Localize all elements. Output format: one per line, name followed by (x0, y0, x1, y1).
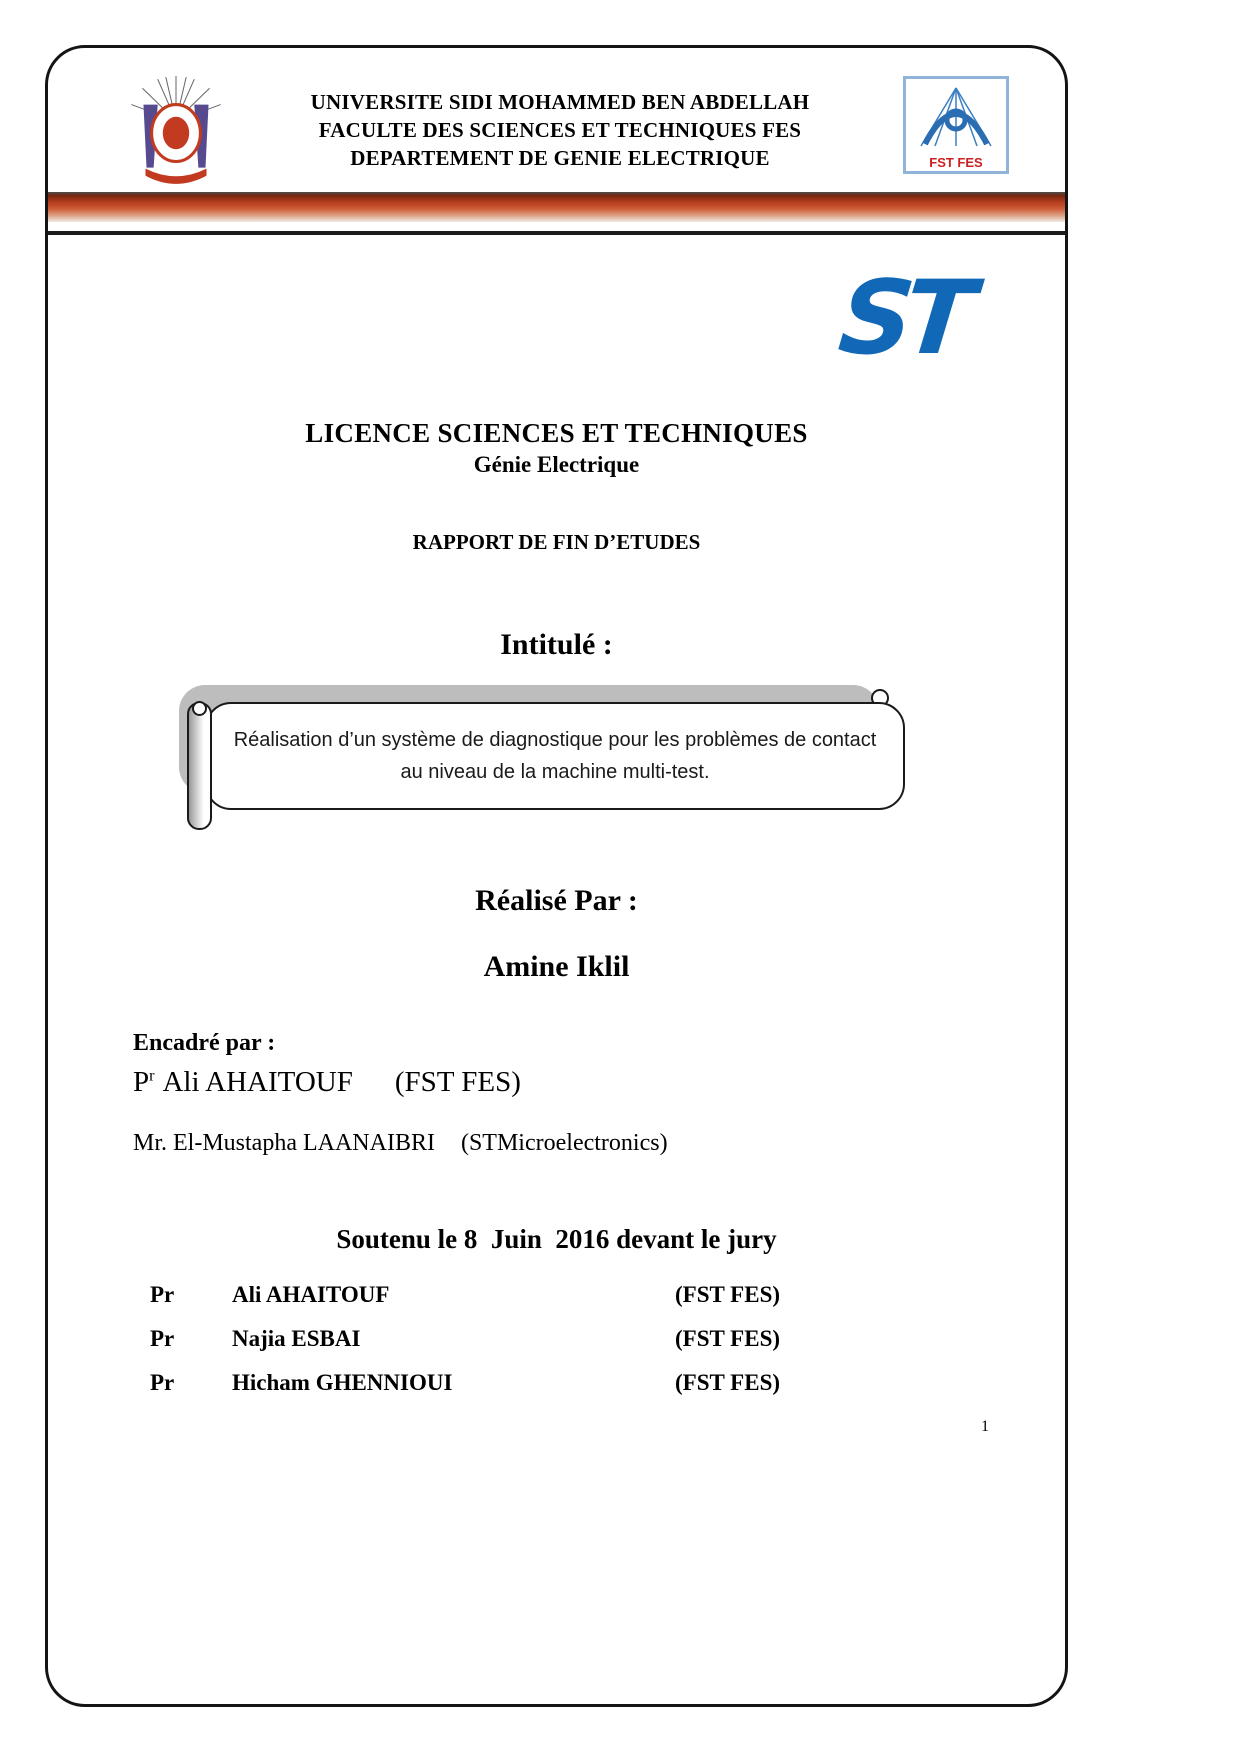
page-number: 1 (981, 1418, 989, 1435)
fst-logo-label: FST FES (929, 155, 983, 170)
jury-name: Najia ESBAI (232, 1326, 361, 1351)
fst-fes-logo-graphic (903, 76, 1009, 174)
intitule-label: Intitulé : (500, 628, 613, 661)
banner-title-line2: au niveau de la machine multi-test. (400, 760, 710, 783)
jury-row (150, 1370, 930, 1402)
supervisor1-affiliation: (FST FES) (394, 1066, 521, 1098)
program-title: LICENCE SCIENCES ET TECHNIQUES (305, 418, 808, 448)
accent-bar-underline (48, 231, 1065, 235)
jury-affiliation: (FST FES) (675, 1282, 781, 1307)
jury-name: Hicham GHENNIOUI (232, 1370, 453, 1395)
banner-title-line1: Réalisation d’un système de diagnostique pour les problèmes de contact (233, 728, 877, 751)
supervisor2-name: Mr. El-Mustapha LAANAIBRI (133, 1130, 435, 1156)
encadre-par-label: Encadré par : (133, 1030, 276, 1056)
emblem-base (146, 169, 207, 184)
fst-fes-logo (903, 76, 1009, 174)
st-microelectronics-logo (833, 259, 972, 378)
jury-title: Pr (150, 1370, 175, 1395)
banner-face (205, 702, 905, 810)
university-header (200, 88, 920, 172)
banner-left-roll-icon (187, 702, 212, 830)
st-logo-text: ST (833, 259, 972, 378)
supervisor-line-2 (133, 1130, 668, 1157)
supervisor1-title-sup: r (149, 1067, 155, 1085)
author-name: Amine Iklil (483, 950, 630, 983)
jury-affiliation: (FST FES) (675, 1370, 781, 1395)
jury-row (150, 1326, 930, 1358)
realise-par-label: Réalisé Par : (475, 884, 638, 917)
jury-affiliation: (FST FES) (675, 1326, 781, 1351)
program-subtitle: Génie Electrique (473, 452, 640, 477)
department-name: DEPARTEMENT DE GENIE ELECTRIQUE (350, 146, 770, 170)
title-banner (205, 702, 905, 810)
jury-title: Pr (150, 1326, 175, 1351)
university-name: UNIVERSITE SIDI MOHAMMED BEN ABDELLAH (310, 90, 810, 114)
accent-bar-gradient (48, 192, 1065, 222)
supervisor1-title-prefix: P (133, 1066, 150, 1098)
faculty-name: FACULTE DES SCIENCES ET TECHNIQUES FES (318, 118, 802, 142)
jury-name: Ali AHAITOUF (232, 1282, 390, 1307)
emblem-medallion-center (163, 117, 189, 150)
jury-row (150, 1282, 930, 1314)
header-accent-bar (48, 192, 1065, 235)
supervisor1-name: Ali AHAITOUF (162, 1066, 353, 1098)
supervisor-line-1 (133, 1066, 521, 1099)
report-type: RAPPORT DE FIN D’ETUDES (412, 530, 701, 554)
supervisor2-affiliation: (STMicroelectronics) (460, 1130, 668, 1156)
jury-heading: Soutenu le 8 Juin 2016 devant le jury (336, 1224, 777, 1254)
jury-title: Pr (150, 1282, 175, 1307)
